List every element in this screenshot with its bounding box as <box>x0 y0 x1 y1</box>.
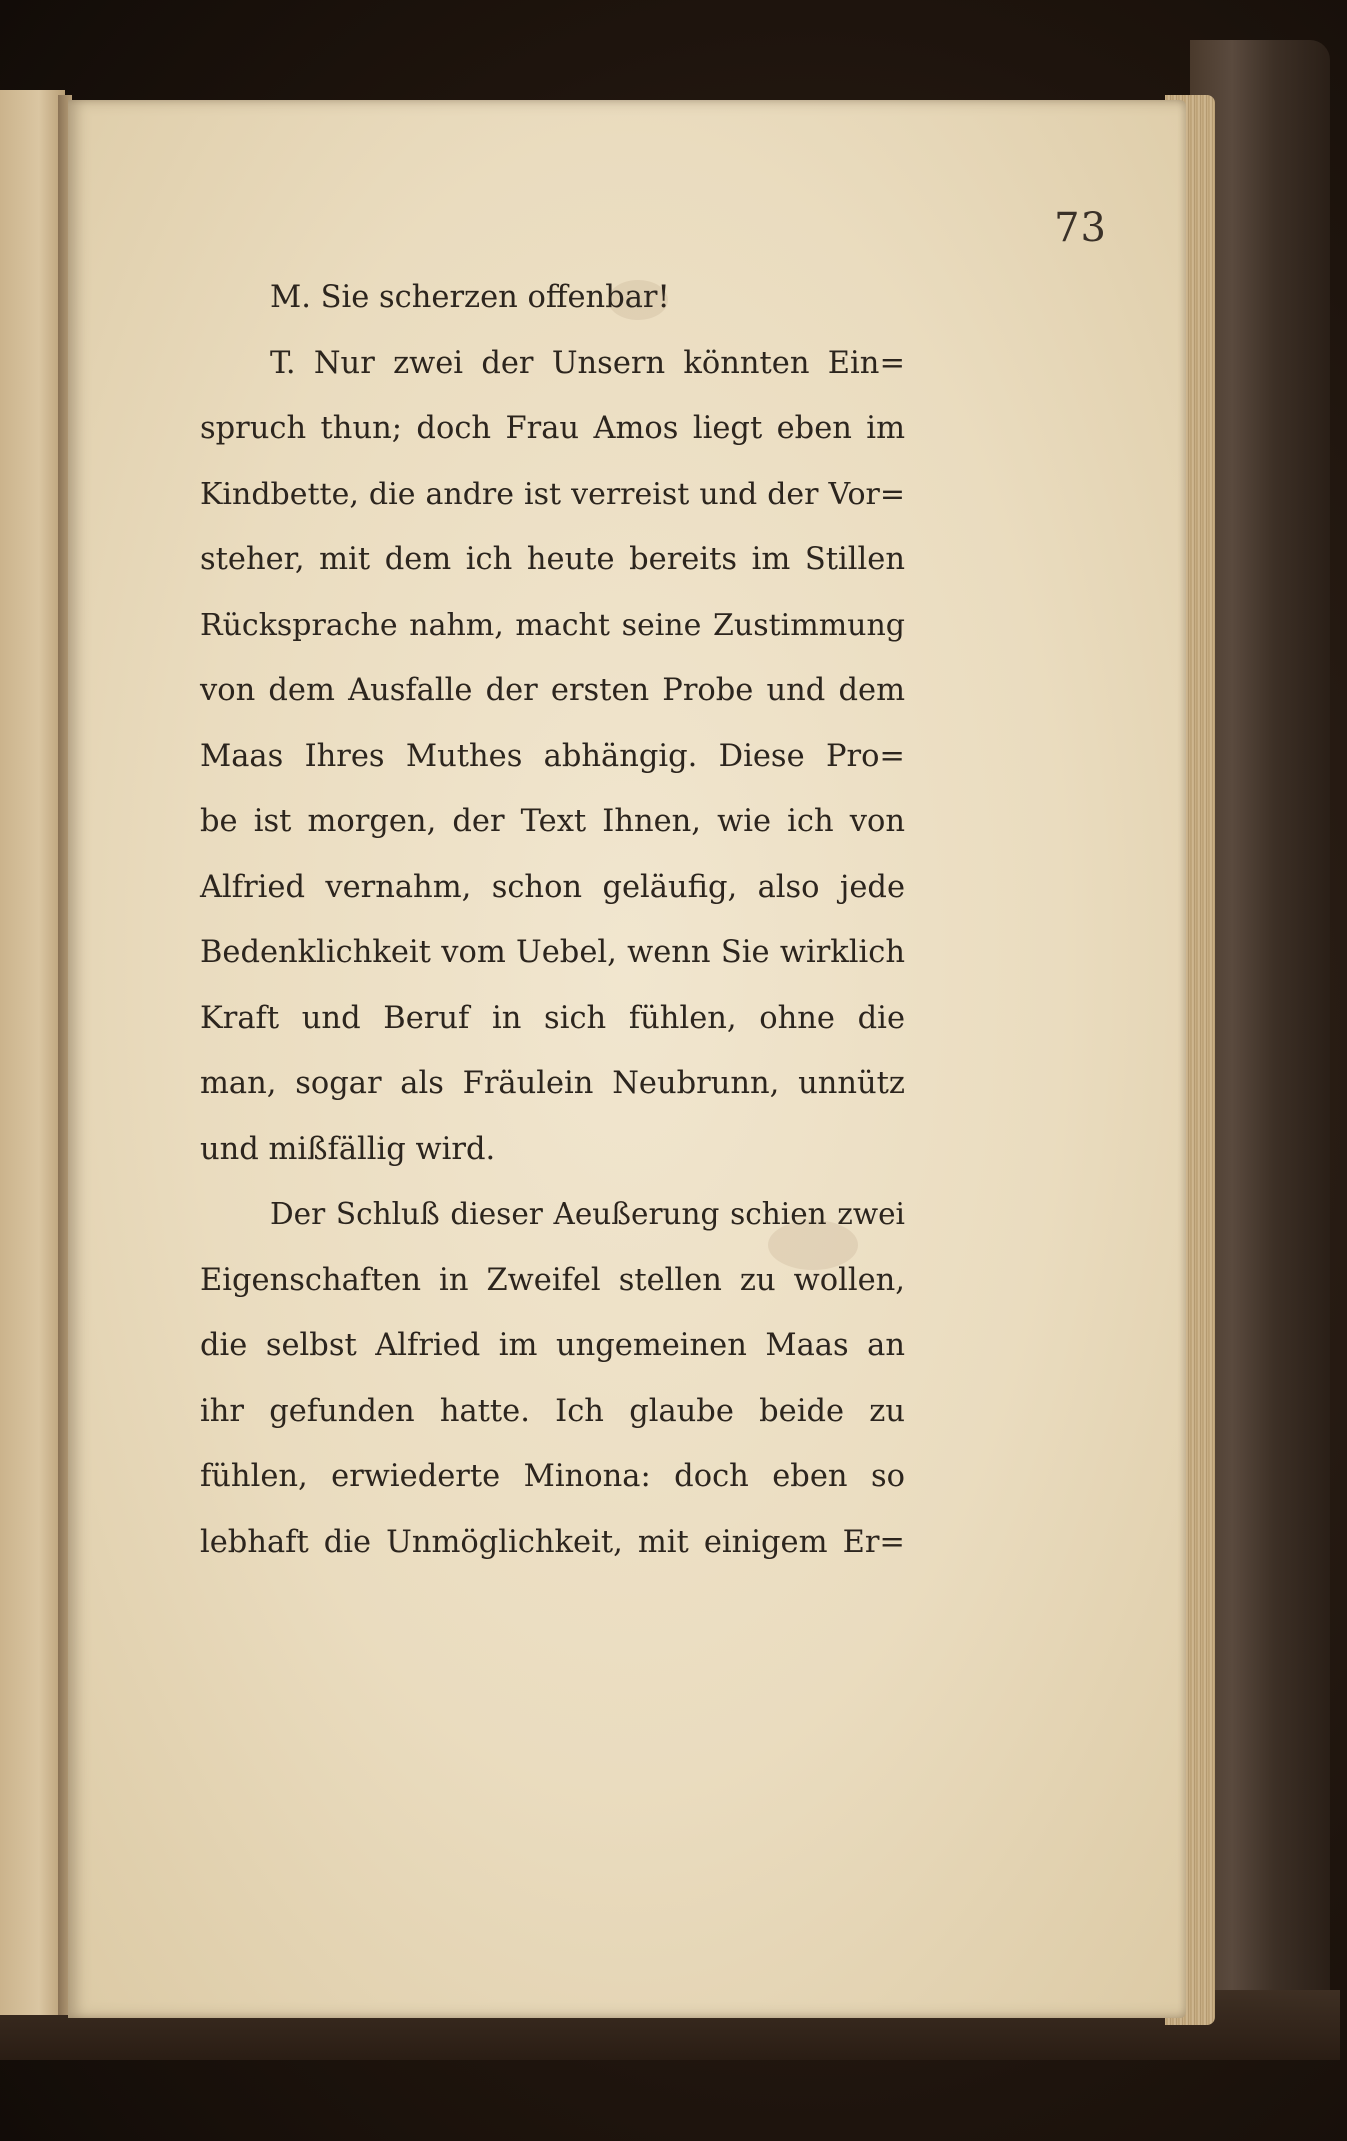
text-line: Bedenklichkeit vom Uebel, wenn Sie wirklich <box>200 935 905 970</box>
text-line: von dem Ausfalle der ersten Probe und dem <box>200 673 905 708</box>
text-line: Kindbette, die andre ist verreist und der Vor= <box>200 476 905 512</box>
text-line: Rücksprache nahm, macht seine Zustimmung <box>200 607 905 643</box>
text-line: Der Schluß dieser Aeußerung schien zwei <box>270 1197 905 1231</box>
text-line: Kraft und Beruf in sich fühlen, ohne die <box>200 1000 905 1036</box>
text-line: M. Sie scherzen offenbar! <box>270 280 670 315</box>
text-line: und mißfällig wird. <box>200 1131 496 1167</box>
text-line: fühlen, erwiederte Minona: doch eben so <box>200 1459 905 1494</box>
text-line: Eigenschaften in Zweifel stellen zu wollen, <box>200 1262 905 1298</box>
text-line: steher, mit dem ich heute bereits im Stillen <box>200 542 905 577</box>
text-line: Maas Ihres Muthes abhängig. Diese Pro= <box>200 738 905 774</box>
text-line: man, sogar als Fräulein Neubrunn, unnütz <box>200 1066 905 1101</box>
text-line: ihr gefunden hatte. Ich glaube beide zu <box>200 1393 905 1429</box>
text-line: be ist morgen, der Text Ihnen, wie ich von <box>200 804 905 839</box>
page-text <box>200 265 905 1575</box>
page-number: 73 <box>1054 205 1107 251</box>
left-facing-page <box>0 90 65 2015</box>
text-line: die selbst Alfried im ungemeinen Maas an <box>200 1328 905 1363</box>
text-line: T. Nur zwei der Unsern könnten Ein= <box>270 345 905 381</box>
text-line: spruch thun; doch Frau Amos liegt eben im <box>200 411 905 446</box>
text-line: Alfried vernahm, schon geläufig, also jede <box>200 869 905 905</box>
text-line: lebhaft die Unmöglichkeit, mit einigem Er= <box>200 1524 905 1560</box>
